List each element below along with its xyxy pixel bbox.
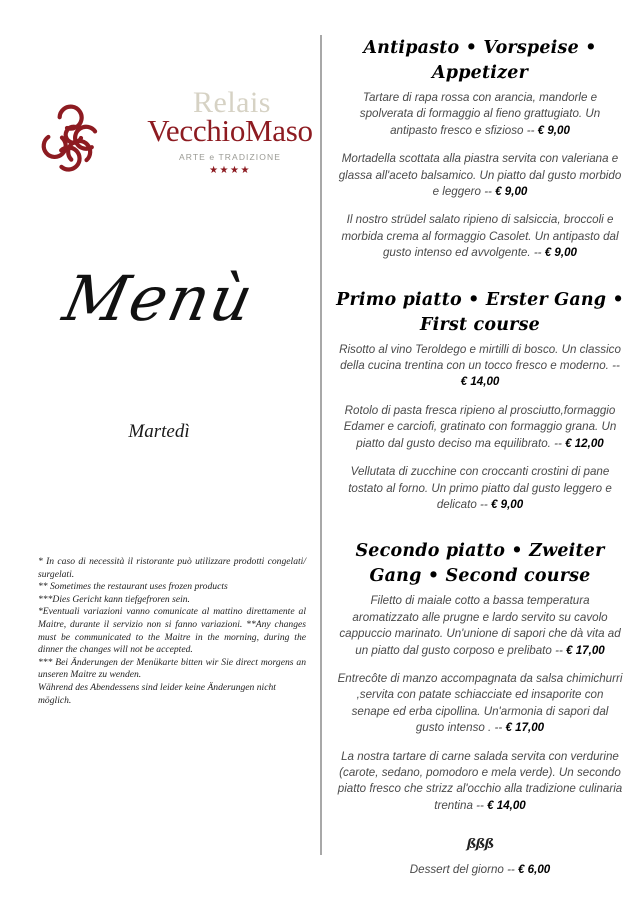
dessert-separator: -- [503,863,519,877]
footnote-line-4: *Eventuali variazioni vanno comunicate al mattino direttamente al Maitre, durante il servizio non si fanno variazioni. **Any changes must be communicated to the Maitre in the morning, during the dinner the changes will not be accepted. [38,606,306,656]
logo-vecchiomaso-text: VecchioMaso [147,113,313,148]
course-section [330,36,630,262]
dish-separator: -- [550,436,566,450]
course-title: Primo piatto • Erster Gang • First course [336,289,624,335]
dish-price: € 9,00 [495,185,528,199]
courses-container [330,36,630,814]
dish-item [330,90,630,139]
dessert-description: Dessert del giorno [409,863,504,877]
dish-separator: -- [523,123,538,137]
dish-description: Mortadella scottata alla piastra servita con valeriana e glassa all'aceto balsamico. Un piatto dal gusto morbido e leggero [338,152,622,199]
dish-price: € 9,00 [490,497,524,511]
footnotes-block [38,556,306,707]
dish-price: € 17,00 [505,721,545,735]
dish-description: Il nostro strüdel salato ripieno di salsiccia, broccoli e morbida crema al formaggio Casolet. Un antipasto dal gusto intenso ed avvolgente. [341,213,619,260]
dish-description: Tartare di rapa rossa con arancia, mandorle e spolverata di formaggio al fieno grattugiato. Un antipasto fresco e sfizioso [359,91,601,137]
restaurant-logo [26,86,313,208]
dish-item [330,151,630,200]
course-section [330,288,630,514]
dish-item [330,749,630,815]
footnote-line-3: ***Dies Gericht kann tiefgefroren sein. [38,593,190,605]
pinwheel-crescents-logo-icon [34,104,122,182]
logo-star-rating: ★★★★ [209,165,251,176]
dish-description: Vellutata di zucchine con croccanti crostini di pane tostato al forno. Un primo piatto dal gusto leggero e delicato [348,465,612,511]
logo-wordmark [130,88,330,177]
menu-script-title: Menù [57,262,261,335]
dish-separator: -- [491,721,506,735]
dish-description: La nostra tartare di carne salada servita con verdurine (carote, sedano, pomodoro e mela verde). Un secondo piatto fresco che strizz al'occhio alla tradizione culinaria trentina [337,749,623,812]
footnote-line-5: *** Bei Änderungen der Menükarte bitten wir Sie direct morgens an unseren Maitre zu wenden. [38,656,306,681]
dish-item [330,403,630,452]
dish-item [330,212,630,261]
dish-item [330,464,630,513]
footnote-line-6: Während des Abendessens sind leider keine Änderungen nicht möglich. [38,681,276,706]
dish-item [330,671,630,737]
dish-description: Filetto di maiale cotto a bassa temperatura aromatizzato alle prugne e lardo servito su cavolo cappuccio marinato. Un'unione di sapori che dà vita ad un piatto dal gusto corposo e prelibato [339,594,621,657]
left-column [0,0,318,905]
dish-description: Rotolo di pasta fresca ripieno al prosciutto,formaggio Edamer e carciofi, gratinato con formaggio grana. Un piatto dal gusto deciso ma equilibrato. [343,403,617,450]
dish-separator: -- [608,359,620,373]
dish-item [330,593,630,659]
dish-item [330,342,630,391]
dish-description: Risotto al vino Teroldego e mirtilli di bosco. Un classico della cucina trentina con un tocco fresco e moderno. [339,342,621,373]
dish-price: € 9,00 [537,123,570,137]
dish-separator: -- [472,798,488,812]
dish-price: € 9,00 [544,246,577,260]
dish-price: € 14,00 [487,798,526,812]
dessert-item [330,862,630,878]
right-column [330,36,630,891]
course-title: Antipasto • Vorspeise • Appetizer [363,38,597,83]
dessert-price: € 6,00 [518,863,551,877]
dish-price: € 14,00 [460,375,500,389]
dish-price: € 12,00 [565,436,604,450]
logo-relais-text: Relais [193,86,271,119]
footnote-line-1: * In caso di necessità il ristorante può utilizzare prodotti congelati/ surgelati. [38,556,306,580]
footnote-line-2: ** Sometimes the restaurant uses frozen products [38,581,228,593]
course-section [330,539,630,814]
dessert-ornament: ßßß [466,837,494,853]
menu-day-label: Martedì [128,421,190,442]
dish-separator: -- [476,497,491,511]
dish-separator: -- [551,643,567,657]
course-title: Secondo piatto • Zweiter Gang • Second course [355,541,605,587]
dish-description: Entrecôte di manzo accompagnata da salsa chimichurri ,servita con patate schiacciate ed insaporite con senape ed erba cipollina. Un'armonia di sapori dal gusto intenso . [337,671,623,735]
dish-separator: -- [480,185,496,199]
logo-tagline: ARTE e TRADIZIONE [179,152,281,162]
dish-price: € 17,00 [566,643,605,657]
dish-separator: -- [530,246,545,260]
